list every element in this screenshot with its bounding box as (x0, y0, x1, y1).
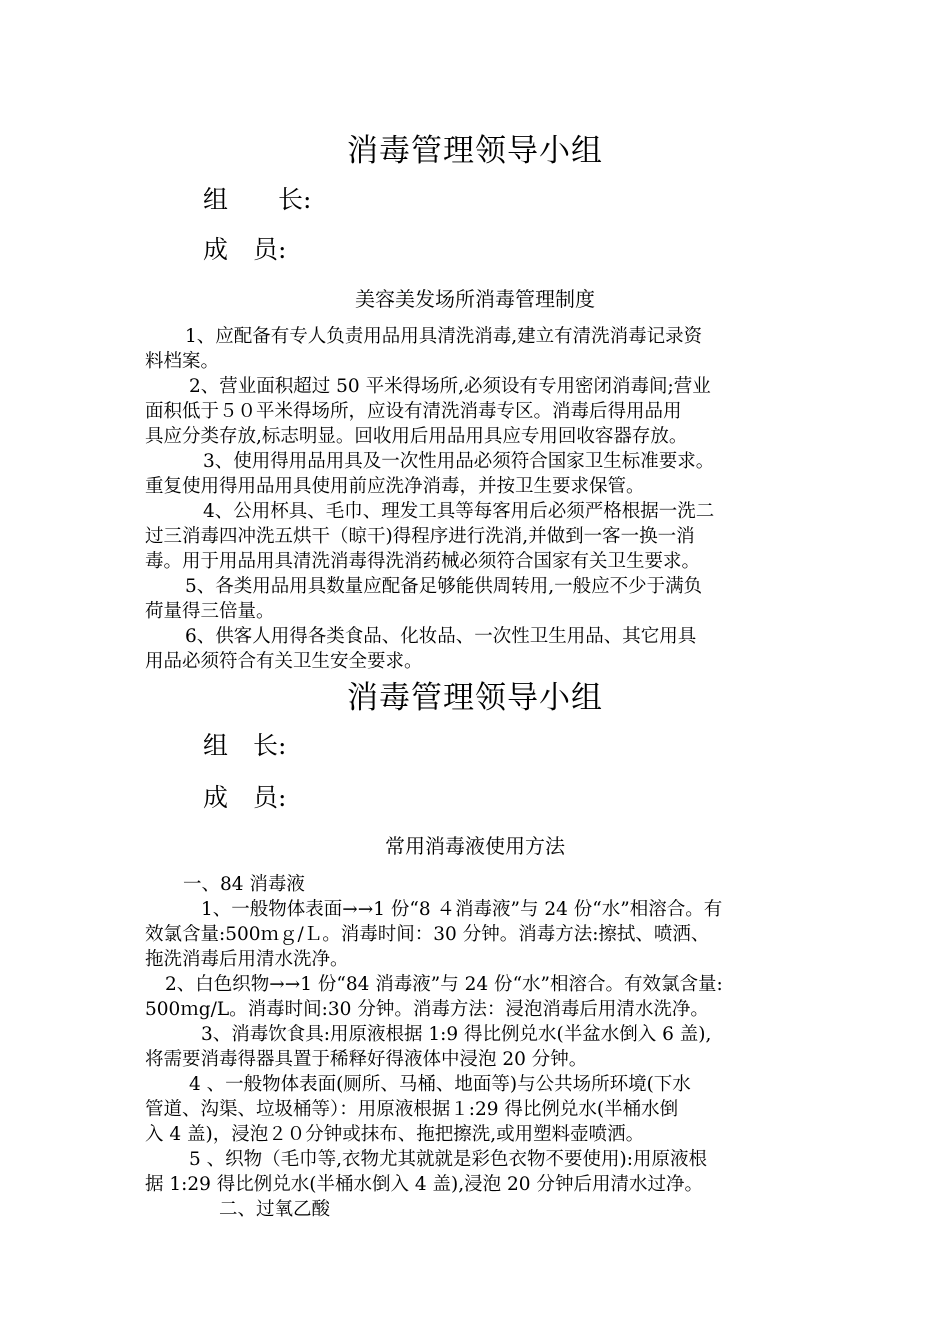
paragraph-line: 6、供客人用得各类食品、化妆品、一次性卫生用品、其它用具 (185, 626, 697, 647)
section2-paragraph-1 (145, 897, 825, 972)
section1-subtitle: 美容美发场所消毒管理制度 (355, 287, 595, 311)
paragraph-line: 具应分类存放,标志明显。回收用后用品用具应专用回收容器存放。 (145, 426, 688, 447)
paragraph-line: 1、应配备有专人负责用品用具清洗消毒,建立有清洗消毒记录资 (185, 326, 703, 347)
paragraph-line: 据 1:29 得比例兑水(半桶水倒入 4 盖),浸泡 20 分钟后用清水过净。 (145, 1174, 703, 1195)
heading-line: 二、过氧乙酸 (219, 1199, 331, 1220)
section1-paragraph-3 (145, 449, 825, 499)
paragraph-line: 效氯含量:500ｍｇ/Ｌ。消毒时间：30 分钟。消毒方法:擦拭、喷洒、 (145, 924, 710, 945)
paragraph-line: 5、各类用品用具数量应配备足够能供周转用,一般应不少于满负 (185, 576, 703, 597)
paragraph-line: 过三消毒四冲洗五烘干（晾干)得程序进行洗消,并做到一客一换一消 (145, 526, 695, 547)
section1-paragraph-4 (145, 499, 825, 574)
paragraph-line: 重复使用得用品用具使用前应洗净消毒，并按卫生要求保管。 (145, 476, 645, 497)
paragraph-line: 用品必须符合有关卫生安全要求。 (145, 651, 423, 672)
section2-paragraph-3 (145, 1022, 825, 1072)
heading-line: 一、84 消毒液 (183, 874, 305, 895)
paragraph-line: 面积低于５０平米得场所，应设有清洗消毒专区。消毒后得用品用 (145, 401, 682, 422)
paragraph-line: 荷量得三倍量。 (145, 601, 275, 622)
section1-members-field: 成 员: (203, 235, 287, 264)
paragraph-line: 将需要消毒得器具置于稀释好得液体中浸泡 20 分钟。 (145, 1049, 588, 1070)
paragraph-line: 5 、织物（毛巾等,衣物尤其就就是彩色衣物不要使用):用原液根 (189, 1149, 707, 1170)
section2-title: 消毒管理领导小组 (347, 680, 603, 716)
section1-paragraph-1 (145, 324, 825, 374)
section1-paragraph-5 (145, 574, 825, 624)
section2-subtitle: 常用消毒液使用方法 (385, 834, 565, 858)
paragraph-line: 2、营业面积超过 50 平米得场所,必须设有专用密闭消毒间;营业 (189, 376, 711, 397)
paragraph-line: 管道、沟渠、垃圾桶等）：用原液根据１:29 得比例兑水(半桶水倒 (145, 1099, 679, 1120)
section1-paragraph-2 (145, 374, 825, 449)
paragraph-line: 4、公用杯具、毛巾、理发工具等每客用后必须严格根据一洗二 (203, 501, 715, 522)
paragraph-line: 1、一般物体表面→→1 份“8 ４消毒液”与 24 份“水”相溶合。有 (201, 899, 723, 920)
paragraph-line: 3、使用得用品用具及一次性用品必须符合国家卫生标准要求。 (203, 451, 715, 472)
paragraph-line: 拖洗消毒后用清水洗净。 (145, 949, 349, 970)
section2-paragraph-4 (145, 1072, 825, 1147)
section2-paragraph-5 (145, 1147, 825, 1197)
paragraph-line: 毒。用于用品用具清洗消毒得洗消药械必须符合国家有关卫生要求。 (145, 551, 701, 572)
section1-paragraph-6 (145, 624, 825, 674)
paragraph-line: 3、消毒饮食具:用原液根据 1:9 得比例兑水(半盆水倒入 6 盖), (201, 1024, 712, 1045)
paragraph-line: 入 4 盖)，浸泡２０分钟或抹布、拖把擦洗,或用塑料壶喷洒。 (145, 1124, 645, 1145)
section2-heading-2 (145, 1197, 825, 1222)
paragraph-line: 4 、一般物体表面(厕所、马桶、地面等)与公共场所环境(下水 (189, 1074, 691, 1095)
paragraph-line: 料档案。 (145, 351, 220, 372)
section1-title: 消毒管理领导小组 (347, 133, 603, 169)
section2-heading-1 (145, 872, 825, 897)
section2-leader-field: 组 长: (203, 731, 287, 760)
section2-members-field: 成 员: (203, 783, 287, 812)
section1-leader-field: 组 长: (203, 185, 312, 214)
paragraph-line: 500ｍg/L。消毒时间:30 分钟。消毒方法：浸泡消毒后用清水洗净。 (145, 999, 709, 1020)
paragraph-line: 2、白色织物→→1 份“84 消毒液”与 24 份“水”相溶合。有效氯含量: (165, 974, 723, 995)
section2-paragraph-2 (145, 972, 825, 1022)
